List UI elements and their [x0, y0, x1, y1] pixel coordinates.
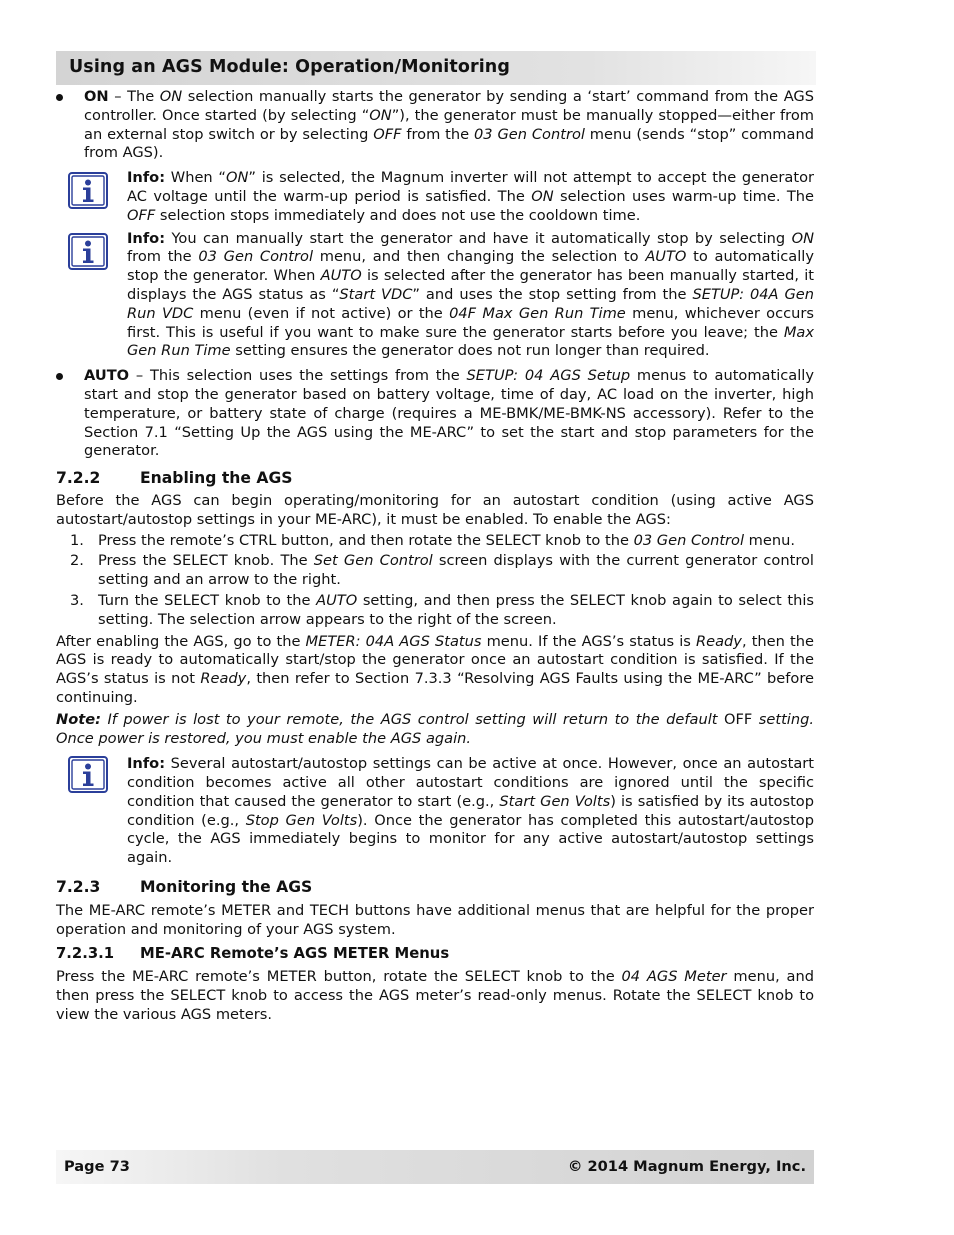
section-title: Monitoring the AGS — [140, 878, 313, 897]
text-run: – This selection uses the settings from the — [129, 367, 467, 385]
text-run: Press the SELECT knob. The — [98, 552, 314, 570]
list-item — [56, 532, 814, 551]
text-run: ) is satisfied by its autostop condition (e.g., — [127, 792, 814, 829]
text-run: selection uses warm-up time. The — [553, 187, 814, 205]
info-icon — [68, 172, 108, 209]
text-run: ” is selected, the Magnum inverter will not attempt to accept the generator AC voltage until the warm-up period is satisfied. The — [127, 169, 814, 205]
section-heading-7-2-3 — [56, 878, 814, 897]
italic-run: 03 Gen Control — [474, 125, 585, 143]
text-run: setting ensures the generator does not run longer than required. — [230, 342, 710, 360]
text-run: Turn the SELECT knob to the — [98, 591, 317, 609]
italic-run: ON — [159, 88, 183, 105]
text-run: ” and uses the stop setting from the — [412, 285, 693, 303]
section-title: ME-ARC Remote’s AGS METER Menus — [140, 945, 450, 963]
italic-run: AUTO — [645, 248, 687, 266]
section-number: 7.2.2 — [56, 469, 101, 488]
section-body — [56, 968, 814, 1024]
text-run: menu (even if not active) or the — [193, 304, 450, 322]
text-run: selection manually starts the generator by sending a ‘start’ command from the AGS controller. Once started (by selecting “ — [84, 88, 814, 124]
italic-run: Ready — [695, 632, 742, 650]
section-header-title: Using an AGS Module: Operation/Monitoring — [69, 57, 510, 77]
italic-run: Start Gen Volts — [499, 792, 611, 810]
info-note-manual-start — [56, 230, 814, 362]
text-run: setting, and then press the SELECT knob again to select this setting. The selection arrow appears to the right of the screen. — [98, 591, 814, 628]
text-run: menu (sends “stop” command from AGS). — [84, 125, 814, 162]
text-run: – The — [108, 88, 160, 105]
italic-run: 03 Gen Control — [198, 248, 314, 266]
text-run: , then refer to Section 7.3.3 “Resolving AGS Faults using the ME-ARC” before continuing. — [56, 670, 814, 706]
text-run: Several autostart/autostop settings can be active at once. However, once an autostart condition becomes active all other autostart conditions are ignored until the specific condition that caused the generator to start (e.g., — [127, 755, 814, 810]
info-label: Info: — [127, 229, 166, 247]
info-note-autostart — [56, 755, 814, 868]
section-intro: Before the AGS can begin operating/monitoring for an autostart condition (using active AGS autostart/autostop settings in your ME-ARC), it must be enabled. To enable the AGS: — [56, 491, 814, 528]
text-run: selection stops immediately and does not use the cooldown time. — [155, 206, 641, 224]
text-run: to automatically stop the generator. When — [127, 248, 814, 285]
text-run: menu, and then changing the selection to — [313, 248, 646, 266]
info-note-warmup — [56, 169, 814, 225]
text-run: screen displays with the current generator control setting and an arrow to the right. — [98, 552, 814, 589]
italic-run: If power is lost to your remote, the AGS control setting will return to the default — [100, 710, 724, 728]
section-number: 7.2.3.1 — [56, 945, 115, 963]
note-paragraph — [56, 711, 814, 749]
text-run: When “ — [165, 169, 226, 187]
text-run: from the — [127, 248, 199, 266]
text-run: Press the remote’s CTRL button, and then rotate the SELECT knob to the — [98, 531, 634, 549]
bullet-on — [56, 88, 814, 163]
text-run: Press the ME-ARC remote’s METER button, rotate the SELECT knob to the — [56, 968, 622, 986]
info-icon — [68, 233, 108, 270]
bullet-dot — [56, 94, 63, 101]
info-icon — [68, 756, 108, 793]
italic-run: Max Gen Run Time — [127, 323, 814, 360]
italic-run: ON — [369, 106, 392, 124]
list-item — [56, 552, 814, 590]
text-run: menus to automatically start and stop the generator based on battery voltage, time of day, AC load on the inverter, high temperature, or battery state of charge (requires a ME-BMK/ME-BMK-NS accessory). Refer to the Section 7.1 “Setting Up the AGS using the ME-ARC” to set the start and stop parameters for the generator. — [84, 367, 814, 460]
section-heading-7-2-3-1 — [56, 945, 814, 964]
text-run: from the — [401, 125, 475, 143]
italic-run: SETUP: 04 AGS Setup — [466, 367, 631, 385]
italic-run: ON — [225, 169, 249, 187]
section-header — [56, 51, 816, 85]
section-title: Enabling the AGS — [140, 469, 293, 488]
text-run: You can manually start the generator and have it automatically stop by selecting — [165, 229, 792, 247]
italic-run: ON — [791, 229, 814, 247]
italic-run: Start VDC — [339, 285, 413, 303]
step-number: 3. — [70, 591, 84, 609]
section-heading-7-2-2 — [56, 469, 814, 488]
section-number: 7.2.3 — [56, 878, 101, 897]
italic-run: Ready — [200, 670, 247, 688]
info-label: Info: — [127, 169, 166, 187]
italic-run: Stop Gen Volts — [245, 811, 358, 829]
after-enable-paragraph — [56, 633, 814, 708]
section-body: The ME-ARC remote’s METER and TECH buttons have additional menus that are helpful for the proper operation and monitoring of your AGS system. — [56, 901, 814, 938]
text-run: OFF — [724, 710, 753, 728]
text-run: menu. If the AGS’s status is — [481, 632, 696, 650]
italic-run: AUTO — [320, 267, 362, 285]
italic-run: 04 AGS Meter — [621, 968, 727, 986]
bullet-dot — [56, 373, 63, 380]
italic-run: 04F Max Gen Run Time — [449, 304, 626, 322]
text-run: menu, whichever occurs first. This is useful if you want to make sure the generator starts before you leave; the — [127, 304, 814, 341]
italic-run: 03 Gen Control — [633, 531, 745, 549]
note-label: Note: — [56, 710, 101, 728]
list-item — [56, 592, 814, 630]
text-run: ”), the generator must be manually stopped—either from an external stop switch or by selecting — [84, 106, 814, 143]
text-run: ). Once the generator has completed this autostart/autostop cycle, the AGS immediately begins to monitor for any active autostart/autostop settings again. — [127, 811, 814, 867]
italic-run: OFF — [373, 125, 402, 143]
italic-run: OFF — [127, 206, 156, 224]
text-run: , then the AGS is ready to automatically start/stop the generator once an autostart condition is satisfied. If the AGS’s status is not — [56, 632, 814, 688]
bullet-auto — [56, 367, 814, 461]
steps-list — [56, 532, 814, 630]
copyright: © 2014 Magnum Energy, Inc. — [567, 1158, 806, 1175]
italic-run: ON — [531, 187, 554, 205]
page-number: Page 73 — [64, 1158, 130, 1175]
text-run: menu. — [744, 531, 796, 549]
text-run: After enabling the AGS, go to the — [56, 632, 306, 650]
italic-run: AUTO — [316, 591, 358, 609]
step-number: 2. — [70, 552, 84, 570]
italic-run: setting. Once power is restored, you must enable the AGS again. — [56, 710, 815, 747]
info-label: Info: — [127, 755, 166, 773]
italic-run: SETUP: 04A Gen Run VDC — [127, 285, 814, 322]
italic-run: METER: 04A AGS Status — [305, 632, 482, 650]
text-run: menu, and then press the SELECT knob to access the AGS meter’s read-only menus. Rotate the SELECT knob to view the various AGS meters. — [56, 968, 814, 1023]
bullet-term: ON — [84, 88, 109, 105]
bullet-term: AUTO — [84, 367, 130, 385]
text-run: is selected after the generator has been manually started, it displays the AGS status as “ — [127, 267, 815, 303]
italic-run: Set Gen Control — [313, 552, 433, 570]
page-footer — [56, 1150, 814, 1184]
step-number: 1. — [70, 531, 84, 549]
page-content — [56, 88, 814, 1025]
